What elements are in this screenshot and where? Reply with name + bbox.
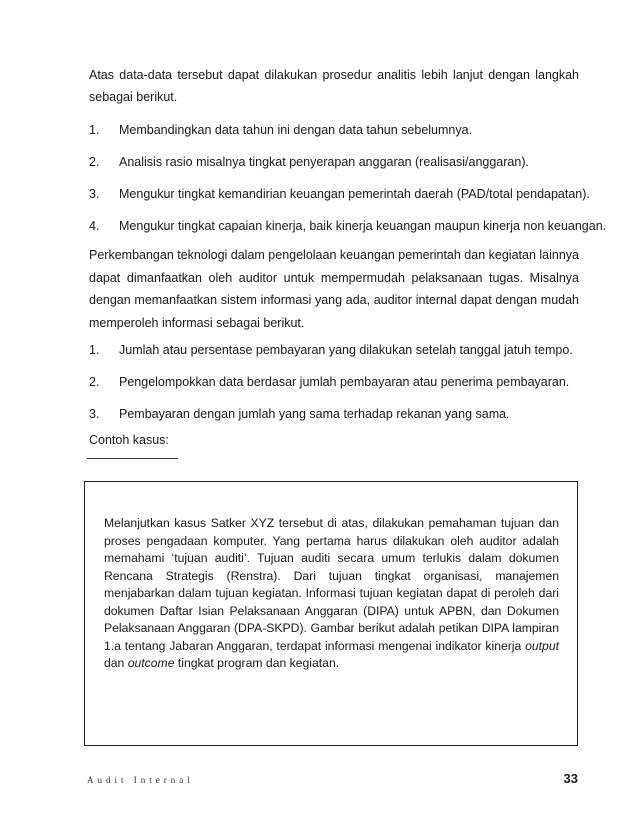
list-text: Pembayaran dengan jumlah yang sama terhadap rekanan yang sama.	[119, 407, 510, 421]
case-text-tail: tingkat program dan kegiatan.	[174, 656, 340, 670]
case-box	[84, 481, 578, 746]
list-text: Analisis rasio misalnya tingkat penyerapan anggaran (realisasi/anggaran).	[119, 155, 529, 169]
list-number: 3.	[89, 407, 100, 421]
case-emphasis-output: output	[525, 638, 559, 653]
case-emphasis-outcome: outcome	[127, 656, 175, 670]
list-text: Jumlah atau persentase pembayaran yang dilakukan setelah tanggal jatuh tempo.	[119, 343, 573, 357]
footer-label: Audit Internal	[87, 775, 194, 785]
case-label-underline	[87, 458, 178, 459]
case-label: Contoh kasus:	[89, 433, 169, 447]
list-number: 2.	[89, 375, 100, 389]
list-text: Mengukur tingkat capaian kinerja, baik kinerja keuangan maupun kinerja non keuangan.	[119, 219, 607, 233]
list-number: 1.	[89, 123, 100, 137]
case-text-mid: dan	[104, 656, 128, 670]
list-number: 2.	[89, 155, 100, 169]
case-text-main: Melanjutkan kasus Satker XYZ tersebut di atas, dilakukan pemahaman tujuan dan proses pengadaan komputer. Yang pertama harus dilakukan oleh auditor adalah memahami ‘tujuan auditi’. Tujuan auditi secara umum terlukis dalam dokumen Rencana Strategis (Renstra). Dari tujuan tingkat organisasi, manajemen menjabarkan dalam tujuan kegiatan. Informasi tujuan kegiatan dapat di peroleh dari dokumen Daftar Isian Pelaksanaan Anggaran (DIPA) untuk APBN, dan Dokumen Pelaksanaan Anggaran (DPA-SKPD). Gambar berikut adalah petikan DIPA lampiran 1.a tentang Jabaran Anggaran, terdapat informasi mengenai indikator kinerja	[104, 516, 559, 653]
technology-paragraph: Perkembangan teknologi dalam pengelolaan keuangan pemerintah dan kegiatan lainnya dapat dimanfaatkan oleh auditor untuk mempermudah pelaksanaan tugas. Misalnya dengan memanfaatkan sistem informasi yang ada, auditor internal dapat dengan mudah memperoleh informasi sebagai berikut.	[89, 248, 579, 330]
list-text: Membandingkan data tahun ini dengan data tahun sebelumnya.	[119, 123, 473, 137]
list-number: 4.	[89, 219, 100, 233]
list-text: Pengelompokkan data berdasar jumlah pembayaran atau penerima pembayaran.	[119, 375, 570, 389]
list-number: 3.	[89, 187, 100, 201]
case-text	[104, 515, 559, 673]
list-number: 1.	[89, 343, 100, 357]
page-number: 33	[563, 771, 578, 786]
intro-paragraph: Atas data-data tersebut dapat dilakukan prosedur analitis lebih lanjut dengan langkah sebagai berikut.	[89, 68, 579, 104]
list-text: Mengukur tingkat kemandirian keuangan pemerintah daerah (PAD/total pendapatan).	[119, 187, 590, 201]
